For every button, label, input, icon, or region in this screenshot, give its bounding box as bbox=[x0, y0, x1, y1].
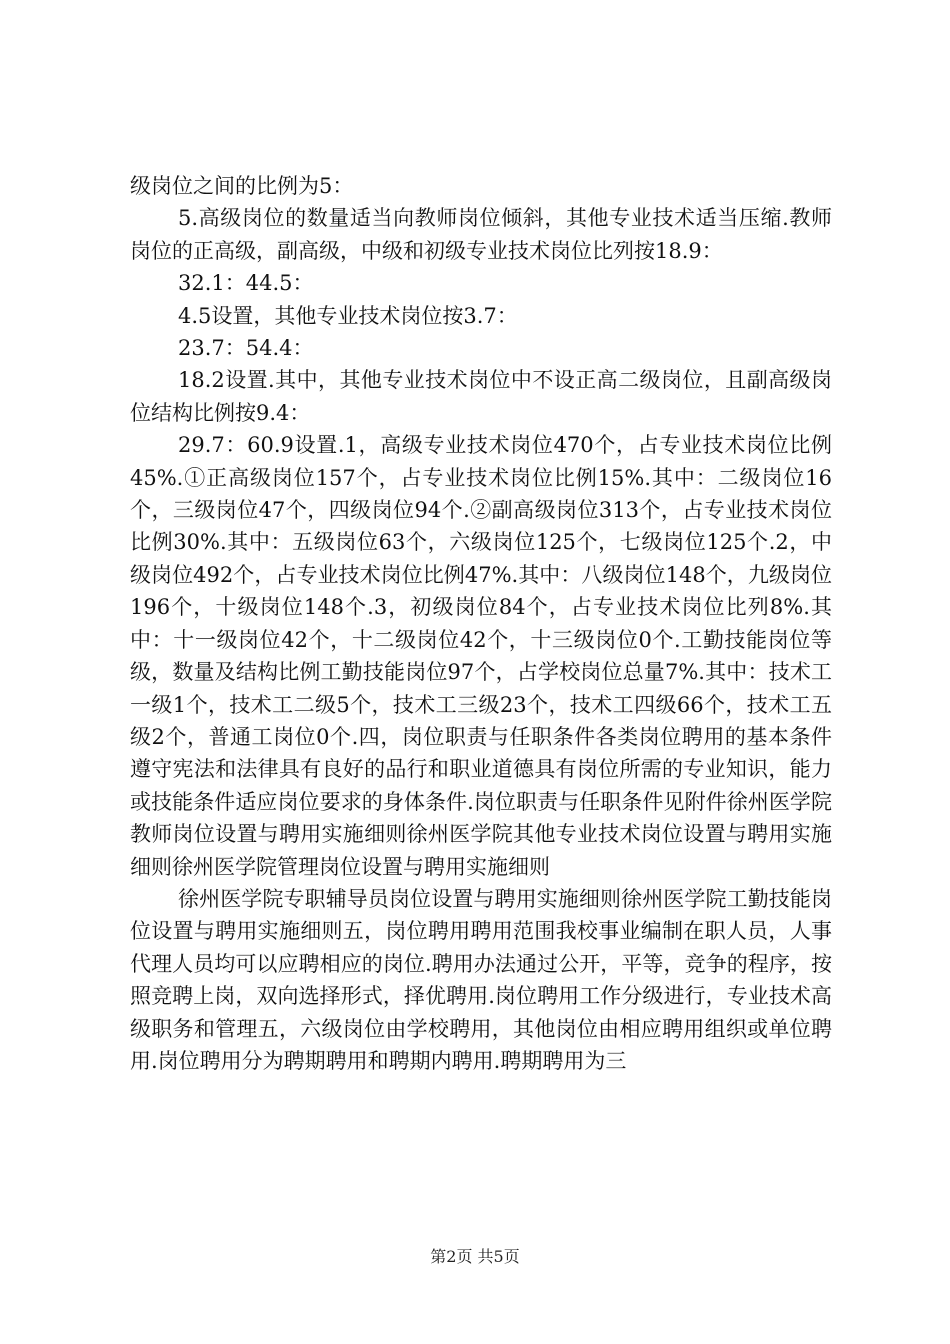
paragraph: 18.2设置.其中，其他专业技术岗位中不设正高二级岗位，且副高级岗位结构比例按9.4： bbox=[130, 368, 832, 425]
paragraph: 29.7：60.9设置.1，高级专业技术岗位470个，占专业技术岗位比例45%.①正高级岗位157个，占专业技术岗位比例15%.其中：二级岗位16个，三级岗位47个，四级岗位94个.②副高级岗位313个，占专业技术岗位比例30%.其中：五级岗位63个，六级岗位125个，七级岗位125个.2，中级岗位492个，占专业技术岗位比例47%.其中：八级岗位148个，九级岗位196个，十级岗位148个.3，初级岗位84个，占专业技术岗位比列8%.其中：十一级岗位42个，十二级岗位42个，十三级岗位0个.工勤技能岗位等级，数量及结构比例工勤技能岗位97个，占学校岗位总量7%.其中：技术工一级1个，技术工二级5个，技术工三级23个，技术工四级66个，技术工五级2个，普通工岗位0个.四，岗位职责与任职条件各类岗位聘用的基本条件遵守宪法和法律具有良好的品行和职业道德具有岗位所需的专业知识，能力或技能条件适应岗位要求的身体条件.岗位职责与任职条件见附件徐州医学院教师岗位设置与聘用实施细则徐州医学院其他专业技术岗位设置与聘用实施细则徐州医学院管理岗位设置与聘用实施细则 bbox=[130, 433, 832, 879]
paragraph: 23.7：54.4： bbox=[178, 336, 314, 361]
document-body bbox=[130, 170, 832, 1077]
paragraph: 级岗位之间的比例为5： bbox=[130, 174, 354, 198]
paragraph: 5.高级岗位的数量适当向教师岗位倾斜，其他专业技术适当压缩.教师岗位的正高级，副高级，中级和初级专业技术岗位比列按18.9： bbox=[130, 206, 832, 263]
paragraph: 32.1：44.5： bbox=[178, 271, 314, 296]
paragraph: 徐州医学院专职辅导员岗位设置与聘用实施细则徐州医学院工勤技能岗位设置与聘用实施细则五，岗位聘用聘用范围我校事业编制在职人员，人事代理人员均可以应聘相应的岗位.聘用办法通过公开，平等，竞争的程序，按照竞聘上岗，双向选择形式，择优聘用.岗位聘用工作分级进行，专业技术高级职务和管理五，六级岗位由学校聘用，其他岗位由相应聘用组织或单位聘用.岗位聘用分为聘期聘用和聘期内聘用.聘期聘用为三 bbox=[130, 886, 832, 1073]
page-number: 第2页 共5页 bbox=[430, 1247, 520, 1266]
paragraph: 4.5设置，其他专业技术岗位按3.7： bbox=[178, 303, 518, 328]
